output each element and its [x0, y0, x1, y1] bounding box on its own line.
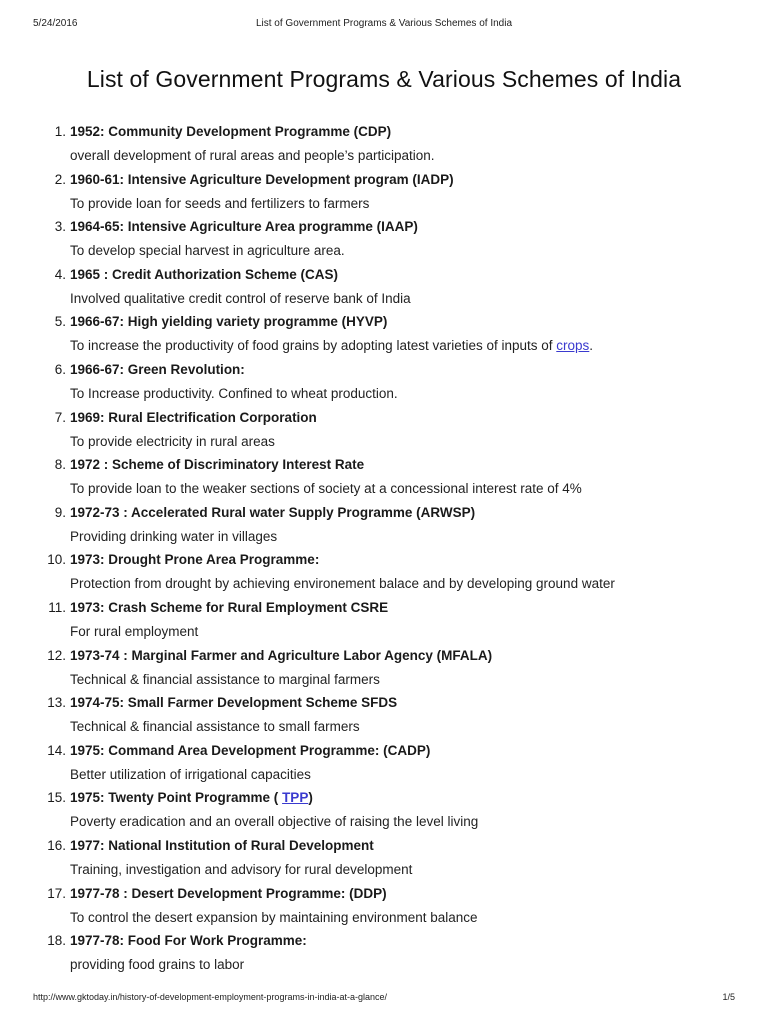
- item-description: Protection from drought by achieving environement balace and by developing ground water: [70, 576, 615, 592]
- item-number: 9.: [54, 504, 66, 520]
- item-description: To provide electricity in rural areas: [70, 433, 275, 449]
- description-text: To increase the productivity of food grains by adopting latest varieties of inputs of: [70, 338, 557, 354]
- item-description: Technical & financial assistance to marginal farmers: [70, 671, 380, 687]
- list-item: [0, 169, 768, 217]
- list-item: [0, 645, 768, 693]
- item-title: 1972-73 : Accelerated Rural water Supply Programme (ARWSP): [70, 504, 476, 520]
- description-end: .: [589, 338, 594, 354]
- item-title: 1974-75: Small Farmer Development Scheme SFDS: [70, 695, 398, 711]
- item-number: 18.: [47, 933, 66, 949]
- print-doc-title: List of Government Programs & Various Schemes of India: [255, 18, 513, 29]
- item-number: 6.: [54, 361, 66, 377]
- footer-url: http://www.gktoday.in/history-of-development-employment-programs-in-india-at-a-glance/: [33, 992, 387, 1002]
- item-description: To develop special harvest in agriculture area.: [70, 243, 345, 259]
- item-description: For rural employment: [70, 623, 199, 639]
- item-description: Training, investigation and advisory for rural development: [70, 861, 413, 877]
- item-title: [70, 787, 313, 809]
- item-number: 11.: [48, 599, 66, 615]
- item-description: To provide loan for seeds and fertilizers to farmers: [70, 195, 370, 211]
- item-title: 1965 : Credit Authorization Scheme (CAS): [70, 266, 339, 282]
- item-title: 1977: National Institution of Rural Development: [70, 837, 374, 853]
- tpp-link[interactable]: TPP: [282, 790, 309, 806]
- page-number: 1/5: [722, 992, 735, 1002]
- item-title: 1977-78: Food For Work Programme:: [70, 933, 307, 949]
- item-title: 1952: Community Development Programme (CDP): [70, 124, 392, 139]
- item-title: 1966-67: Green Revolution:: [70, 361, 245, 377]
- page-title: List of Government Programs & Various Schemes of India: [86, 66, 682, 92]
- item-description: Involved qualitative credit control of reserve bank of India: [70, 290, 411, 306]
- list-item: [0, 597, 768, 645]
- list-item: [0, 549, 768, 597]
- item-title: 1973: Crash Scheme for Rural Employment CSRE: [70, 599, 389, 615]
- item-title: 1973: Drought Prone Area Programme:: [70, 552, 320, 568]
- list-item: [0, 883, 768, 931]
- list-item: [0, 216, 768, 264]
- item-number: 8.: [54, 457, 66, 473]
- item-description: overall development of rural areas and people’s participation.: [70, 148, 435, 163]
- item-number: 7.: [54, 409, 66, 425]
- item-number: 13.: [47, 695, 66, 711]
- list-item: [0, 407, 768, 455]
- item-number: 10.: [47, 552, 66, 568]
- item-number: 15.: [47, 790, 66, 806]
- item-number: 2.: [54, 171, 66, 187]
- list-item: [0, 835, 768, 883]
- item-description: Better utilization of irrigational capacities: [70, 766, 311, 782]
- list-item: [0, 121, 768, 169]
- list-item: [0, 692, 768, 740]
- item-description: Providing drinking water in villages: [70, 528, 278, 544]
- programs-list: [0, 121, 768, 978]
- item-number: 14.: [47, 742, 66, 758]
- item-title: 1969: Rural Electrification Corporation: [70, 409, 317, 425]
- list-item: [0, 787, 768, 835]
- item-number: 1.: [54, 124, 66, 139]
- list-item: [0, 264, 768, 312]
- list-item: [0, 740, 768, 788]
- list-item: [0, 311, 768, 359]
- crops-link[interactable]: crops: [556, 338, 590, 354]
- print-date: 5/24/2016: [33, 18, 78, 29]
- item-title: 1960-61: Intensive Agriculture Development program (IADP): [70, 171, 454, 187]
- title-end: ): [308, 790, 313, 806]
- item-title: 1973-74 : Marginal Farmer and Agriculture Labor Agency (MFALA): [70, 647, 493, 663]
- list-item: [0, 930, 768, 978]
- item-title: 1977-78 : Desert Development Programme: (DDP): [70, 885, 387, 901]
- item-number: 17.: [47, 885, 66, 901]
- item-description: Technical & financial assistance to small farmers: [70, 719, 360, 735]
- list-item: [0, 502, 768, 550]
- item-number: 4.: [54, 266, 66, 282]
- item-number: 16.: [47, 837, 66, 853]
- item-description: Poverty eradication and an overall objective of raising the level living: [70, 814, 479, 830]
- list-item: [0, 359, 768, 407]
- item-title: 1972 : Scheme of Discriminatory Interest Rate: [70, 457, 365, 473]
- item-number: 3.: [54, 219, 66, 235]
- item-number: 12.: [47, 647, 66, 663]
- item-description: To control the desert expansion by maintaining environment balance: [70, 909, 478, 925]
- list-item: [0, 454, 768, 502]
- item-title: 1975: Command Area Development Programme: (CADP): [70, 742, 431, 758]
- item-description: [70, 335, 593, 357]
- item-description: To Increase productivity. Confined to wheat production.: [70, 385, 398, 401]
- item-title: 1966-67: High yielding variety programme (HYVP): [70, 314, 388, 330]
- item-description: To provide loan to the weaker sections of society at a concessional interest rate of 4%: [70, 481, 582, 497]
- title-text: 1975: Twenty Point Programme (: [70, 790, 283, 806]
- item-number: 5.: [54, 314, 66, 330]
- item-description: providing food grains to labor: [70, 957, 245, 973]
- item-title: 1964-65: Intensive Agriculture Area programme (IAAP): [70, 219, 418, 235]
